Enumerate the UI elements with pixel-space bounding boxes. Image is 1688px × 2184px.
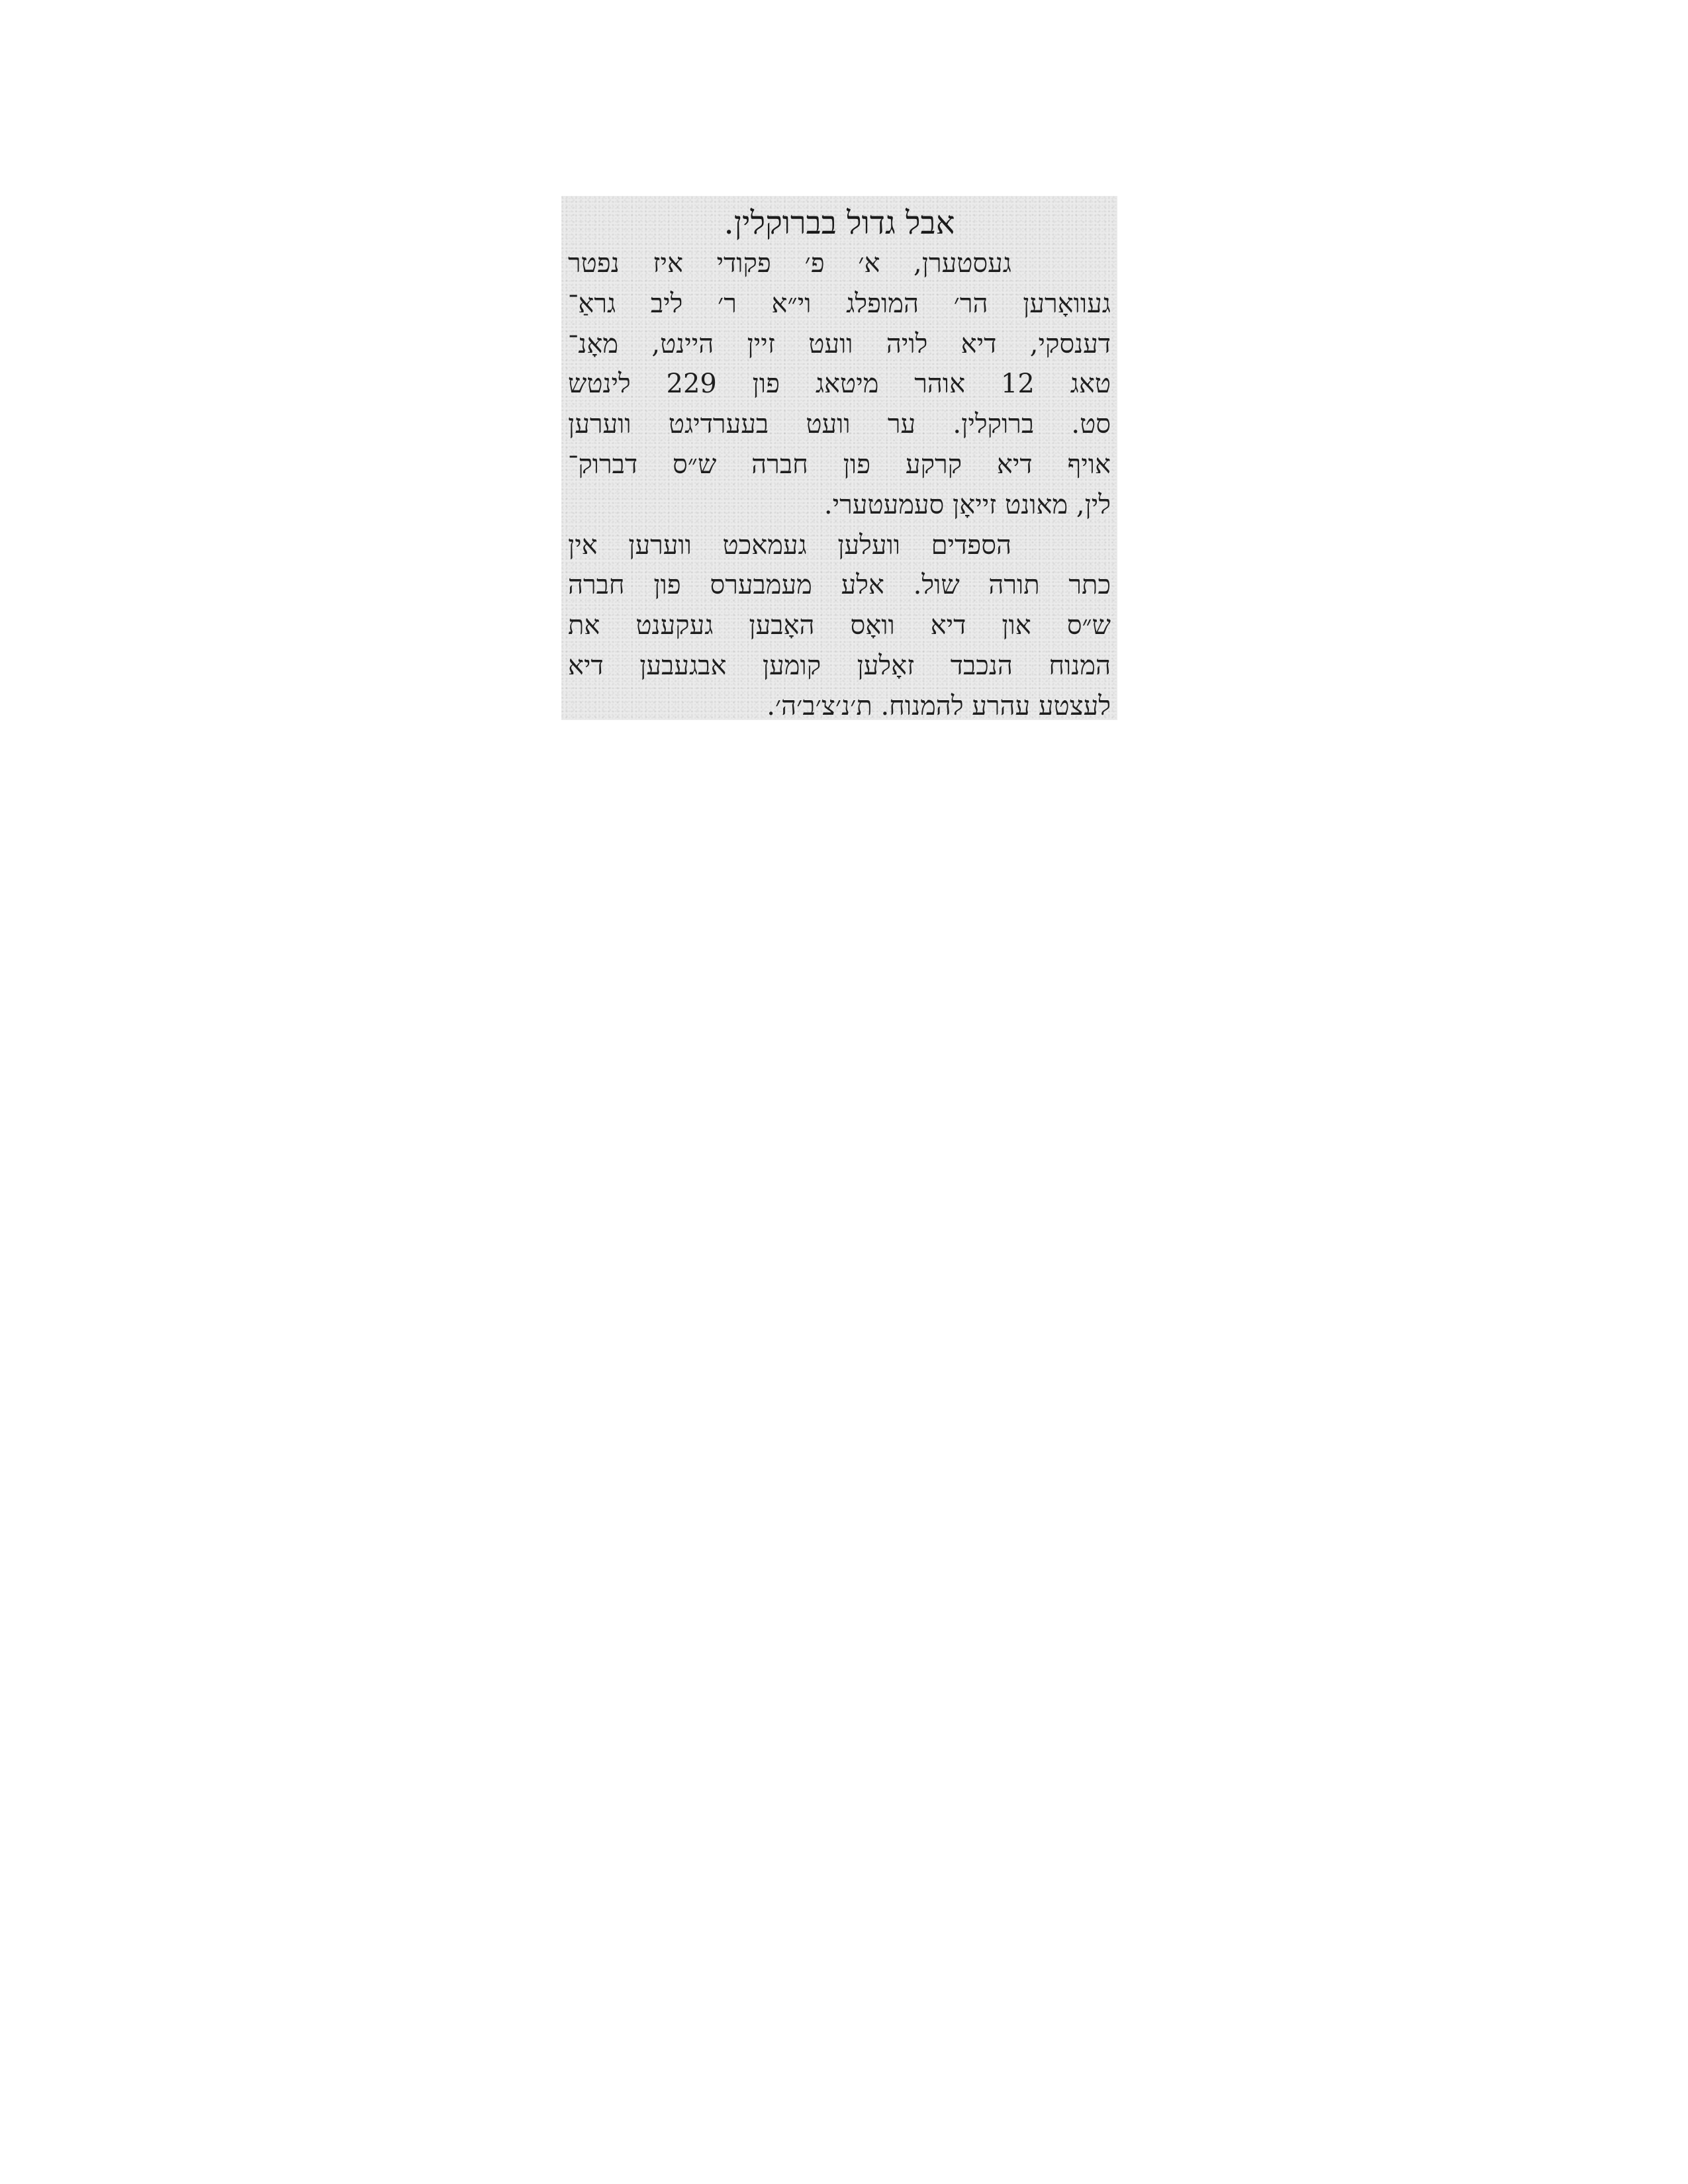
article-line: לין, מאונט זייאָן סעמעטערי. xyxy=(823,489,1111,520)
article-line: טאג 12 אוהר מיטאג פון 229 לינטש xyxy=(568,369,1111,400)
newspaper-clipping xyxy=(561,196,1117,720)
article-line: סט. ברוקלין. ער וועט בעערדיגט ווערען xyxy=(568,409,1111,440)
article-line: אויף דיא קרקע פון חברה ש״ס דברוק־ xyxy=(568,449,1111,480)
article-headline: אבל גדול בברוקלין. xyxy=(724,205,955,242)
article-paragraph-2 xyxy=(568,525,1111,720)
article-line: דענסקי, דיא לויה וועט זיין היינט, מאָנ־ xyxy=(568,328,1111,359)
article-line: המנוח הנכבד זאָלען קומען אבגעבען דיא xyxy=(568,650,1111,681)
article-line: לעצטע עהרע להמנוח. ת׳נ׳צ׳ב׳ה׳. xyxy=(767,690,1111,720)
article-line: הספדים וועלען געמאכט ווערען אין xyxy=(568,529,1011,561)
article-line: געסטערן, א׳ פ׳ פקודי איז נפטר xyxy=(568,248,1011,279)
article-line: כתר תורה שול. אלע מעמבערס פון חברה xyxy=(568,570,1111,601)
article-paragraph-1 xyxy=(568,244,1111,525)
article-line: געוואָרען הר׳ המופלג וי״א ר׳ ליב גראַ־ xyxy=(568,288,1111,319)
article-line: ש״ס און דיא וואָס האָבען געקענט את xyxy=(568,610,1111,641)
